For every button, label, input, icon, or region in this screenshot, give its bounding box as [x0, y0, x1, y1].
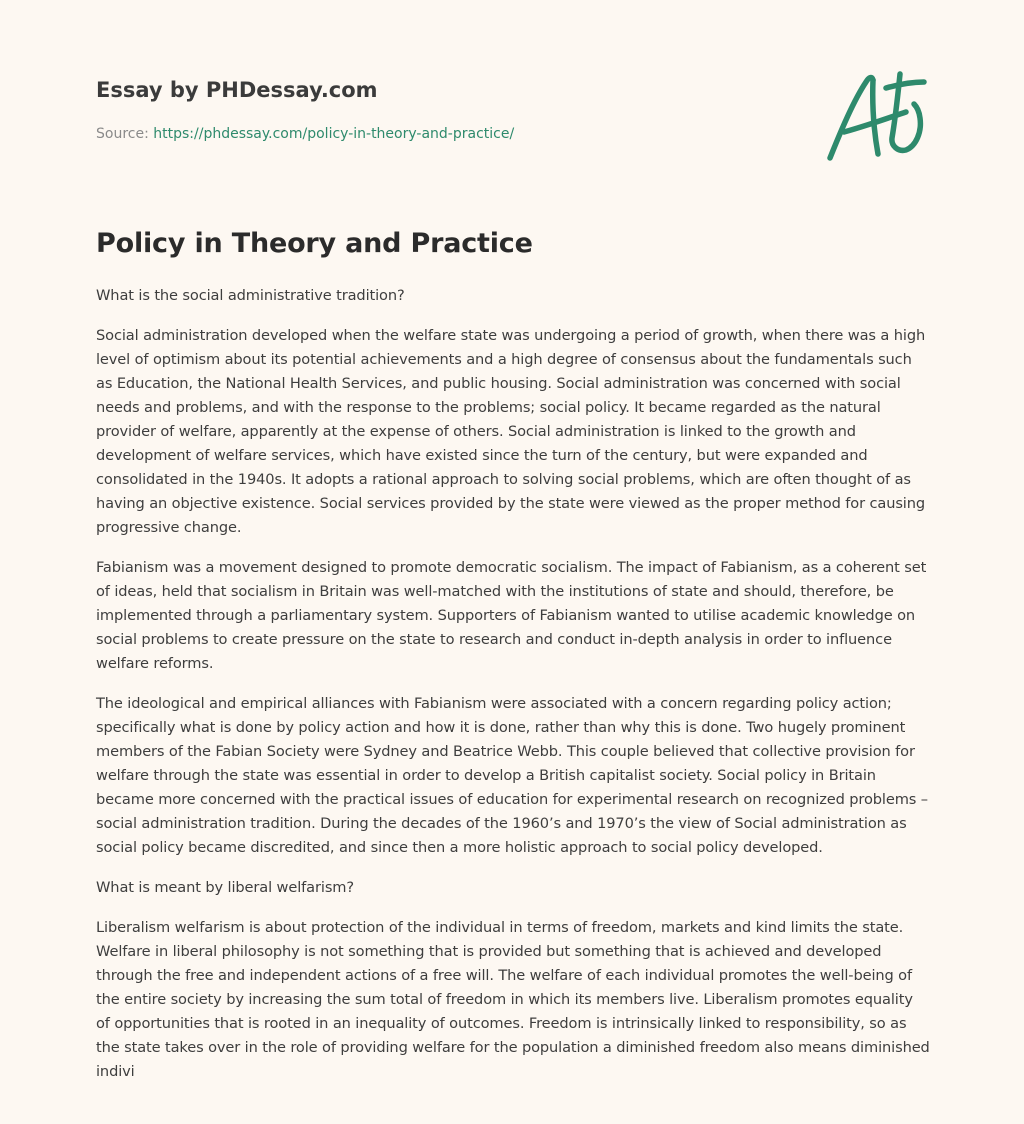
- article-paragraph: What is meant by liberal welfarism?: [96, 879, 355, 896]
- article-paragraph: The ideological and empirical alliances with Fabianism were associated with a concern regarding policy action; specifically what is done by policy action and how it is done, rather than why this is done. Two hugely prominent members of the Fabian Society were Sydney and Beatrice Webb. This couple believed that collective provision for welfare through the state was essential in order to develop a British capitalist society. Social policy in Britain became more concerned with the practical issues of education for experimental research on recognized problems – social administration tradition. During the decades of the 1960’s and 1970’s the view of Social administration as social policy became discredited, and since then a more holistic approach to social policy developed.: [96, 695, 928, 856]
- site-title: Essay by PHDessay.com: [96, 78, 378, 102]
- article-paragraph: Fabianism was a movement designed to promote democratic socialism. The impact of Fabianism, as a coherent set of ideas, held that socialism in Britain was well-matched with the institutions of state and should, therefore, be implemented through a parliamentary system. Supporters of Fabianism wanted to utilise academic knowledge on social problems to create pressure on the state to research and conduct in-depth analysis in order to influence welfare reforms.: [96, 559, 927, 672]
- a-plus-logo-icon: [822, 66, 928, 166]
- source-label: Source:: [96, 126, 154, 142]
- article-paragraph: Liberalism welfarism is about protection of the individual in terms of freedom, markets and kind limits the state. Welfare in liberal philosophy is not something that is provided but something that is achieved and developed through the free and independent actions of a free will. The welfare of each individual promotes the well-being of the entire society by increasing the sum total of freedom in which its members live. Liberalism promotes equality of opportunities that is rooted in an inequality of outcomes. Freedom is intrinsically linked to responsibility, so as the state takes over in the role of providing welfare for the population a diminished freedom also means diminished indivi: [96, 919, 930, 1080]
- a-plus-logo: [822, 66, 928, 166]
- article-title: Policy in Theory and Practice: [96, 228, 533, 259]
- source-line: [96, 124, 796, 144]
- source-link[interactable]: https://phdessay.com/policy-in-theory-and-practice/: [153, 126, 515, 142]
- article-paragraph: Social administration developed when the welfare state was undergoing a period of growth, when there was a high level of optimism about its potential achievements and a high degree of consensus about the fundamentals such as Education, the National Health Services, and public housing. Social administration was concerned with social needs and problems, and with the response to the problems; social policy. It became regarded as the natural provider of welfare, apparently at the expense of others. Social administration is linked to the growth and development of welfare services, which have existed since the turn of the century, but were expanded and consolidated in the 1940s. It adopts a rational approach to solving social problems, which are often thought of as having an objective existence. Social services provided by the state were viewed as the proper method for causing progressive change.: [96, 327, 926, 536]
- article-paragraph: What is the social administrative tradition?: [96, 287, 405, 304]
- article: [96, 226, 930, 1100]
- page-header: [96, 76, 796, 144]
